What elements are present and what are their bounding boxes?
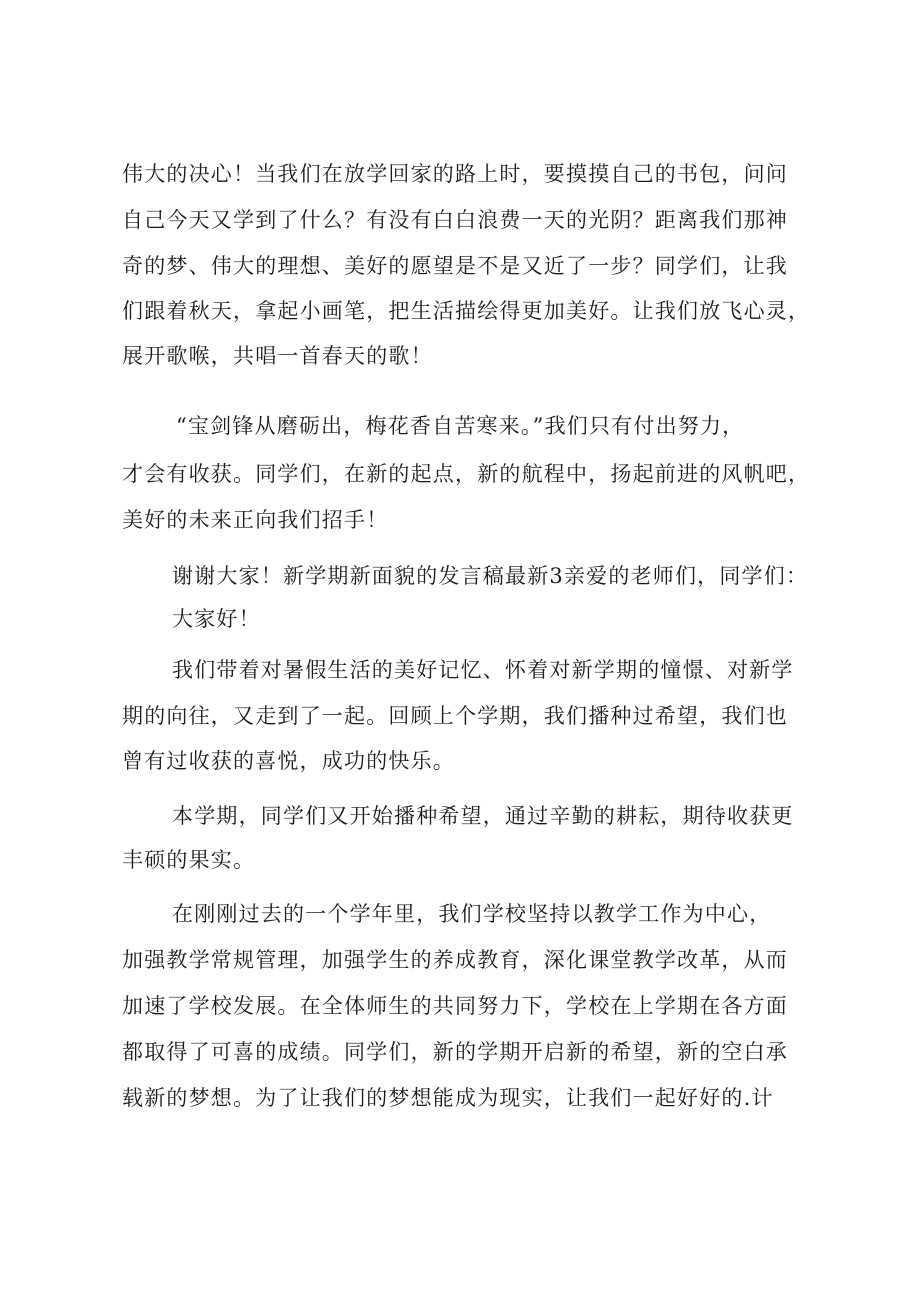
text-line: 本学期，同学们又开始播种希望，通过辛勤的耕耘，期待收获更 (172, 804, 794, 828)
text-line: 加速了学校发展。在全体师生的共同努力下，学校在上学期在各方面 (122, 994, 788, 1018)
text-line: 才会有收获。同学们，在新的起点，新的航程中，扬起前进的风帆吧， (122, 462, 811, 486)
text-line: 自己今天又学到了什么？有没有白白浪费一天的光阴？距离我们那神 (122, 208, 788, 232)
text-line: 们跟着秋天，拿起小画笔，把生活描绘得更加美好。让我们放飞心灵， (122, 299, 811, 323)
text-line: 丰硕的果实。 (122, 848, 256, 872)
text-line: 在刚刚过去的一个学年里，我们学校坚持以教学工作为中心， (172, 902, 772, 926)
text-line: “宝剑锋从磨砺出，梅花香自苦寒来。”我们只有付出努力， (176, 414, 745, 438)
text-line: 谢谢大家！新学期新面貌的发言稿最新3亲爱的老师们，同学们： (172, 564, 809, 588)
text-line: 载新的梦想。为了让我们的梦想能成为现实，让我们一起好好的.计 (122, 1086, 774, 1110)
text-line: 期的向往，又走到了一起。回顾上个学期，我们播种过希望，我们也 (122, 704, 788, 728)
text-line: 加强教学常规管理，加强学生的养成教育，深化课堂教学改革，从而 (122, 948, 788, 972)
text-line: 美好的未来正向我们招手！ (122, 508, 389, 532)
text-line: 我们带着对暑假生活的美好记忆、怀着对新学期的憧憬、对新学 (172, 658, 794, 682)
text-line: 伟大的决心！当我们在放学回家的路上时，要摸摸自己的书包，问问 (122, 162, 788, 186)
text-line: 展开歌喉，共唱一首春天的歌！ (122, 344, 433, 368)
text-line: 曾有过收获的喜悦，成功的快乐。 (122, 749, 455, 773)
text-line: 大家好！ (172, 607, 261, 631)
text-line: 奇的梦、伟大的理想、美好的愿望是不是又近了一步？同学们，让我 (122, 254, 788, 278)
text-line: 都取得了可喜的成绩。同学们，新的学期开启新的希望，新的空白承 (122, 1040, 788, 1064)
